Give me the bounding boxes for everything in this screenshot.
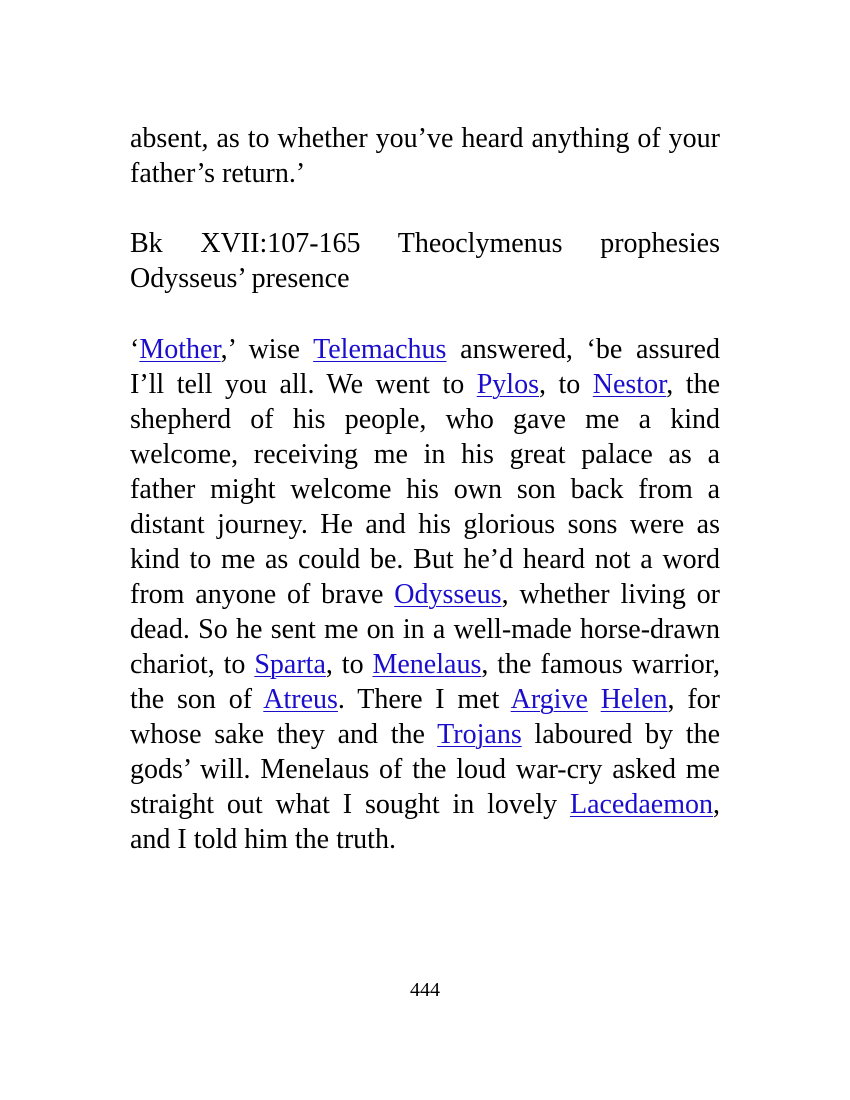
paragraph-text: , and I told him the truth. (130, 789, 720, 855)
link-nestor[interactable]: Nestor (592, 369, 667, 400)
paragraph-main (130, 332, 720, 857)
link-sparta[interactable]: Sparta (254, 649, 326, 680)
page-number: 444 (410, 979, 440, 1001)
link-helen[interactable]: Helen (600, 684, 668, 715)
link-mother[interactable]: Mother (139, 334, 221, 365)
link-menelaus[interactable]: Menelaus (372, 649, 482, 680)
paragraph-continued (130, 121, 720, 191)
section-heading: Bk XVII:107-165 Theoclymenus prophesies Odysseus’ presence (130, 228, 720, 294)
paragraph-text: ,’ wise (220, 334, 314, 365)
link-argive[interactable]: Argive (510, 684, 588, 715)
paragraph-text (588, 684, 601, 715)
paragraph-text: , to (325, 649, 373, 680)
paragraph-text: , whether living or dead. So he sent me on in a well-made horse-drawn chariot, to (130, 579, 720, 680)
paragraph-text: answered, ‘be assured I’ll tell you all. We went to (130, 334, 720, 400)
paragraph-text: laboured by the gods’ will. Menelaus of the loud war-cry asked me straight out what I sought in lovely (130, 719, 720, 820)
link-odysseus[interactable]: Odysseus (394, 579, 502, 610)
link-telemachus[interactable]: Telemachus (313, 334, 447, 365)
paragraph-text: . There I met (337, 684, 511, 715)
paragraph-text: , for whose sake they and the (130, 684, 720, 750)
paragraph-text: , the shepherd of his people, who gave me a kind welcome, receiving me in his great palace as a father might welcome his own son back from a distant journey. He and his glorious sons were as kind to me as could be. But he’d heard not a word from anyone of brave (130, 369, 720, 610)
link-trojans[interactable]: Trojans (437, 719, 522, 750)
paragraph-text: , the famous warrior, the son of (130, 649, 720, 715)
link-lacedaemon[interactable]: Lacedaemon (569, 789, 713, 820)
link-pylos[interactable]: Pylos (476, 369, 539, 400)
link-atreus[interactable]: Atreus (263, 684, 338, 715)
paragraph-text: ‘ (130, 334, 140, 365)
paragraph-text: , to (538, 369, 593, 400)
paragraph-text: absent, as to whether you’ve heard anything of your father’s return.’ (130, 123, 720, 189)
